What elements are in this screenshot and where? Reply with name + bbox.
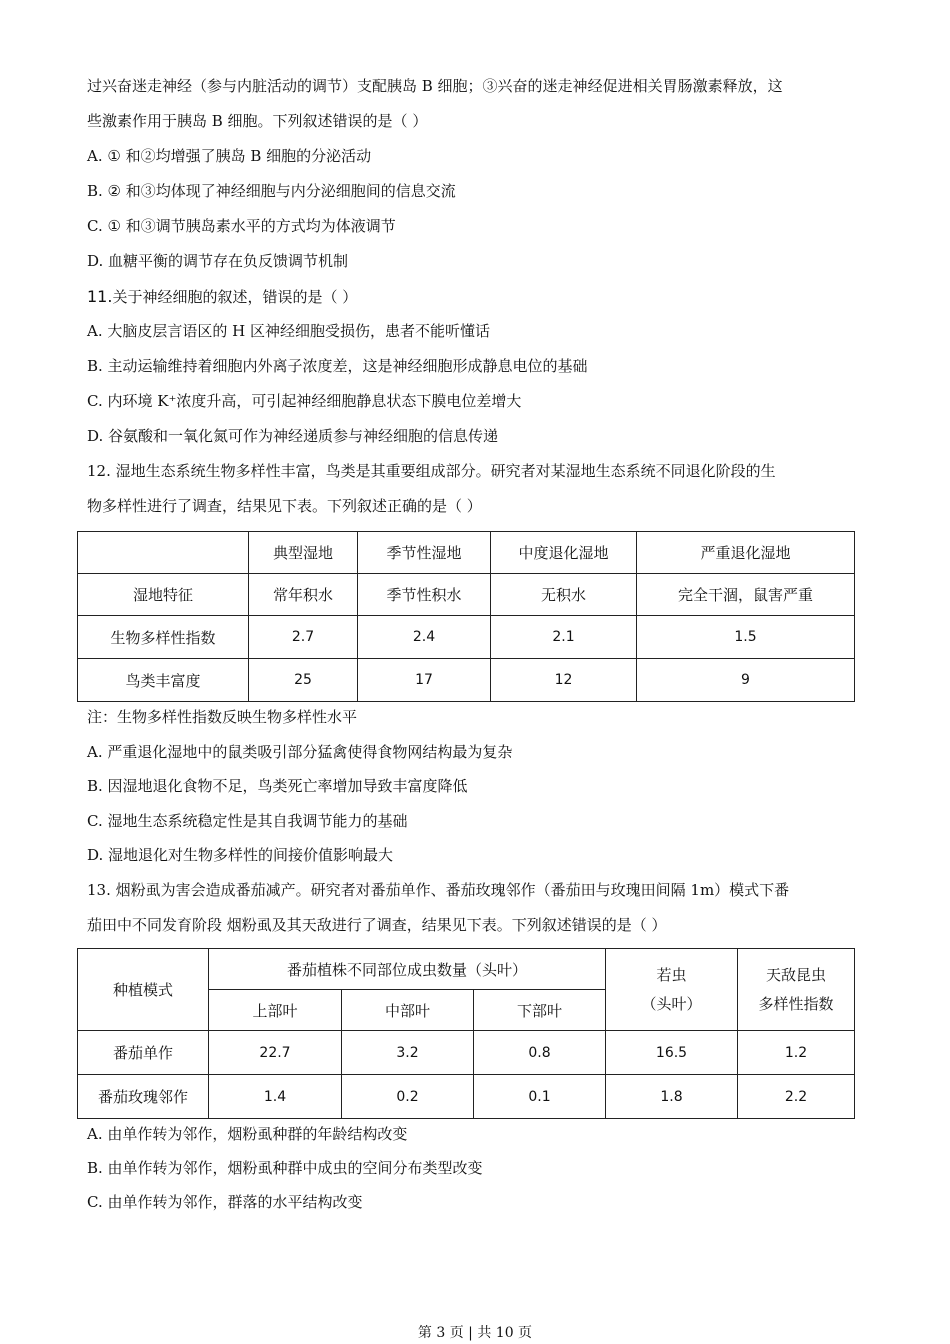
cell: 3.2 <box>342 1031 474 1075</box>
option-b: B. ② 和③均体现了神经细胞与内分泌细胞间的信息交流 <box>87 182 456 200</box>
header-cell: 中部叶 <box>342 990 474 1031</box>
question-10-continuation <box>87 69 877 524</box>
cell: 2.2 <box>738 1075 855 1119</box>
header-line: 若虫 <box>656 965 687 984</box>
row-label: 番茄单作 <box>78 1031 209 1075</box>
header-cell: 种植模式 <box>78 949 209 1031</box>
cell: 16.5 <box>606 1031 738 1075</box>
table-row <box>78 1075 855 1119</box>
option-a: A. 由单作转为邻作，烟粉虱种群的年龄结构改变 <box>87 1125 408 1143</box>
whitefly-table <box>77 948 855 1119</box>
table-row <box>78 616 855 659</box>
page-footer: 第 3 页 | 共 10 页 <box>417 1325 533 1341</box>
header-cell: 季节性湿地 <box>358 532 491 574</box>
question-13-stem: 13. 烟粉虱为害会造成番茄减产。研究者对番茄单作、番茄玫瑰邻作（番茄田与玫瑰田间隔 1m）模式下番 <box>87 880 790 899</box>
cell: 0.1 <box>474 1075 606 1119</box>
table-header-row <box>78 949 855 990</box>
option-b: B. 因湿地退化食物不足，鸟类死亡率增加导致丰富度降低 <box>87 777 468 795</box>
question-text: 关于神经细胞的叙述，错误的是（ ） <box>112 288 358 306</box>
table-row <box>78 1031 855 1075</box>
cell: 2.1 <box>491 616 637 659</box>
option-c: C. ① 和③调节胰岛素水平的方式均为体液调节 <box>87 217 396 235</box>
header-cell: 番茄植株不同部位成虫数量（头叶） <box>209 949 606 990</box>
header-cell: 上部叶 <box>209 990 342 1031</box>
row-label: 番茄玫瑰邻作 <box>78 1075 209 1119</box>
cell: 1.4 <box>209 1075 342 1119</box>
option-a: A. 严重退化湿地中的鼠类吸引部分猛禽使得食物网结构最为复杂 <box>87 742 513 761</box>
cell: 22.7 <box>209 1031 342 1075</box>
option-d: D. 血糖平衡的调节存在负反馈调节机制 <box>87 252 349 270</box>
wetland-table <box>77 531 855 702</box>
question-13-options <box>87 1117 877 1219</box>
option-a: A. 大脑皮层言语区的 H 区神经细胞受损伤，患者不能听懂话 <box>87 322 490 340</box>
cell: 1.8 <box>606 1075 738 1119</box>
cell: 1.5 <box>637 616 855 659</box>
option-b: B. 由单作转为邻作，烟粉虱种群中成虫的空间分布类型改变 <box>87 1159 483 1177</box>
intro-line: 些激素作用于胰岛 B 细胞。下列叙述错误的是（ ） <box>87 112 428 130</box>
header-cell: 下部叶 <box>474 990 606 1031</box>
cell: 17 <box>358 659 491 702</box>
cell: 无积水 <box>491 574 637 616</box>
header-cell <box>606 949 738 1031</box>
header-line: 天敌昆虫 <box>765 965 826 984</box>
cell: 12 <box>491 659 637 702</box>
question-12-after-table <box>87 700 877 943</box>
header-line: 多样性指数 <box>758 994 834 1013</box>
question-12-stem: 12. 湿地生态系统生物多样性丰富，鸟类是其重要组成部分。研究者对某湿地生态系统不同退化阶段的生 <box>87 462 776 480</box>
table-header-row <box>78 532 855 574</box>
cell: 2.7 <box>249 616 358 659</box>
table-row <box>78 574 855 616</box>
cell: 25 <box>249 659 358 702</box>
header-cell: 严重退化湿地 <box>637 532 855 574</box>
header-cell: 中度退化湿地 <box>491 532 637 574</box>
cell: 常年积水 <box>249 574 358 616</box>
table-note: 注：生物多样性指数反映生物多样性水平 <box>87 708 358 726</box>
cell: 9 <box>637 659 855 702</box>
cell: 季节性积水 <box>358 574 491 616</box>
question-13-stem: 茄田中不同发育阶段 烟粉虱及其天敌进行了调查，结果见下表。下列叙述错误的是（ ） <box>87 915 667 934</box>
question-12-stem: 物多样性进行了调查，结果见下表。下列叙述正确的是（ ） <box>87 497 482 515</box>
question-number: 11. <box>87 287 113 306</box>
row-label: 湿地特征 <box>78 574 249 616</box>
question-11-stem <box>87 279 877 314</box>
option-d: D. 湿地退化对生物多样性的间接价值影响最大 <box>87 846 394 864</box>
cell: 1.2 <box>738 1031 855 1075</box>
cell: 0.2 <box>342 1075 474 1119</box>
header-cell <box>738 949 855 1031</box>
row-label: 鸟类丰富度 <box>78 659 249 702</box>
header-cell <box>78 532 249 574</box>
cell: 完全干涸，鼠害严重 <box>637 574 855 616</box>
intro-line: 过兴奋迷走神经（参与内脏活动的调节）支配胰岛 B 细胞；③兴奋的迷走神经促进相关胃肠激素释放，这 <box>87 77 783 95</box>
option-c: C. 由单作转为邻作，群落的水平结构改变 <box>87 1193 363 1211</box>
header-cell: 典型湿地 <box>249 532 358 574</box>
cell: 0.8 <box>474 1031 606 1075</box>
option-a: A. ① 和②均增强了胰岛 B 细胞的分泌活动 <box>87 147 372 165</box>
table-row <box>78 659 855 702</box>
header-line: （头叶） <box>641 994 702 1013</box>
option-c: C. 湿地生态系统稳定性是其自我调节能力的基础 <box>87 811 408 830</box>
option-c: C. 内环境 K⁺浓度升高，可引起神经细胞静息状态下膜电位差增大 <box>87 392 522 410</box>
option-b: B. 主动运输维持着细胞内外离子浓度差，这是神经细胞形成静息电位的基础 <box>87 357 588 375</box>
cell: 2.4 <box>358 616 491 659</box>
option-d: D. 谷氨酸和一氧化氮可作为神经递质参与神经细胞的信息传递 <box>87 427 499 445</box>
row-label: 生物多样性指数 <box>78 616 249 659</box>
